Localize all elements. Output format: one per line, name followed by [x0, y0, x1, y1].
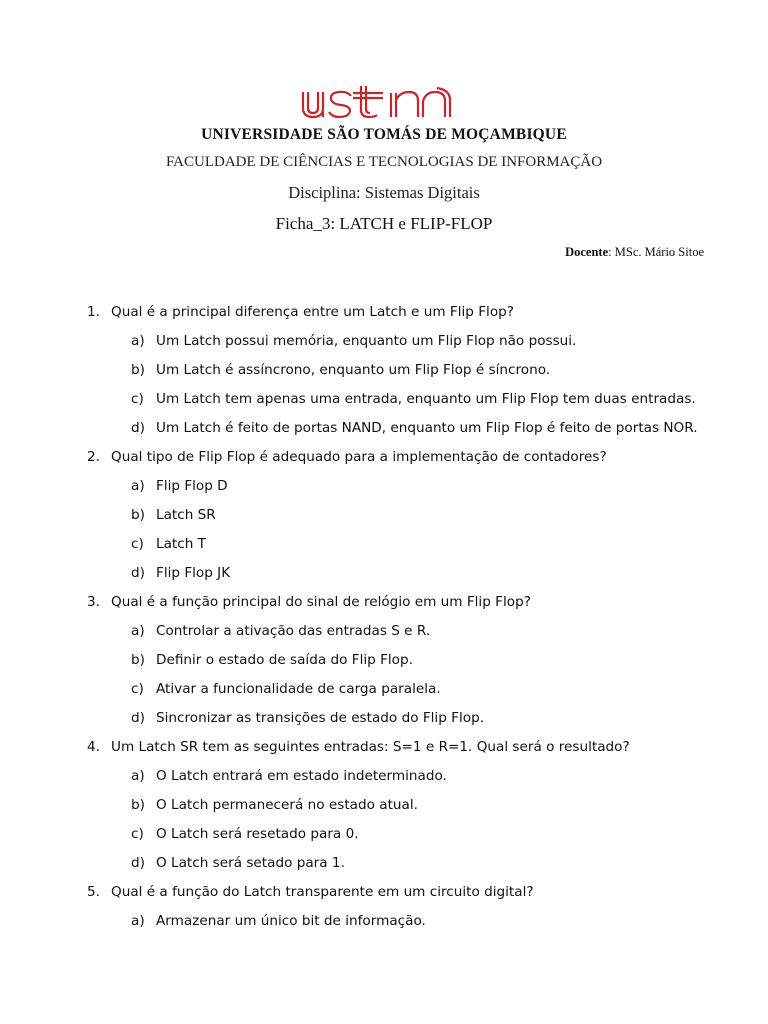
option-text: O Latch será setado para 1.	[156, 855, 345, 871]
option-letter: d)	[131, 710, 145, 726]
question-text: Qual é a função do Latch transparente em um circuito digital?	[111, 884, 534, 900]
option-text: O Latch entrará em estado indeterminado.	[156, 768, 447, 784]
option-text: Armazenar um único bit de informação.	[156, 913, 426, 929]
answer-option	[0, 387, 768, 416]
option-letter: c)	[131, 536, 144, 552]
option-text: Ativar a funcionalidade de carga paralela.	[156, 681, 441, 697]
answer-option	[0, 909, 768, 938]
option-text: Um Latch possui memória, enquanto um Flip Flop não possui.	[156, 333, 577, 349]
answer-option	[0, 822, 768, 851]
answer-option	[0, 648, 768, 677]
answer-option	[0, 416, 768, 445]
question-list	[0, 300, 768, 938]
option-text: Latch SR	[156, 507, 216, 523]
option-letter: d)	[131, 565, 145, 581]
option-text: O Latch permanecerá no estado atual.	[156, 797, 418, 813]
question-text: Um Latch SR tem as seguintes entradas: S=1 e R=1. Qual será o resultado?	[111, 739, 630, 755]
university-name: UNIVERSIDADE SÃO TOMÁS DE MOÇAMBIQUE	[201, 126, 567, 143]
option-letter: d)	[131, 855, 145, 871]
question	[0, 590, 768, 619]
option-text: Um Latch tem apenas uma entrada, enquanto um Flip Flop tem duas entradas.	[156, 391, 696, 407]
teacher-line	[565, 245, 704, 260]
option-text: Controlar a ativação das entradas S e R.	[156, 623, 431, 639]
question-number: 4.	[87, 739, 100, 755]
question-number: 1.	[87, 304, 100, 320]
answer-option	[0, 532, 768, 561]
option-letter: a)	[131, 623, 145, 639]
teacher-label: Docente	[565, 245, 609, 259]
question-number: 3.	[87, 594, 100, 610]
option-letter: a)	[131, 478, 145, 494]
answer-option	[0, 793, 768, 822]
option-text: Definir o estado de saída do Flip Flop.	[156, 652, 413, 668]
answer-option	[0, 474, 768, 503]
option-text: Flip Flop D	[156, 478, 228, 494]
question-number: 5.	[87, 884, 100, 900]
option-letter: b)	[131, 507, 145, 523]
question-text: Qual é a principal diferença entre um Latch e um Flip Flop?	[111, 304, 514, 320]
option-letter: b)	[131, 362, 145, 378]
discipline-title: Disciplina: Sistemas Digitais	[288, 183, 480, 202]
option-letter: d)	[131, 420, 145, 436]
worksheet-title: Ficha_3: LATCH e FLIP-FLOP	[275, 214, 493, 233]
question	[0, 880, 768, 909]
question	[0, 300, 768, 329]
answer-option	[0, 764, 768, 793]
ustm-logo	[299, 84, 469, 122]
option-letter: c)	[131, 391, 144, 407]
answer-option	[0, 619, 768, 648]
option-letter: a)	[131, 333, 145, 349]
answer-option	[0, 851, 768, 880]
option-text: Latch T	[156, 536, 206, 552]
option-letter: c)	[131, 681, 144, 697]
question-number: 2.	[87, 449, 100, 465]
answer-option	[0, 677, 768, 706]
answer-option	[0, 561, 768, 590]
option-text: Um Latch é feito de portas NAND, enquanto um Flip Flop é feito de portas NOR.	[156, 420, 698, 436]
question-text: Qual é a função principal do sinal de relógio em um Flip Flop?	[111, 594, 531, 610]
option-text: Sincronizar as transições de estado do Flip Flop.	[156, 710, 485, 726]
option-text: Um Latch é assíncrono, enquanto um Flip Flop é síncrono.	[156, 362, 551, 378]
option-letter: b)	[131, 652, 145, 668]
answer-option	[0, 706, 768, 735]
question-text: Qual tipo de Flip Flop é adequado para a implementação de contadores?	[111, 449, 607, 465]
question	[0, 735, 768, 764]
answer-option	[0, 358, 768, 387]
option-letter: a)	[131, 913, 145, 929]
option-letter: c)	[131, 826, 144, 842]
option-text: Flip Flop JK	[156, 565, 231, 581]
option-letter: a)	[131, 768, 145, 784]
faculty-name: FACULDADE DE CIÊNCIAS E TECNOLOGIAS DE INFORMAÇÃO	[165, 154, 603, 170]
answer-option	[0, 329, 768, 358]
question	[0, 445, 768, 474]
option-text: O Latch será resetado para 0.	[156, 826, 359, 842]
option-letter: b)	[131, 797, 145, 813]
teacher-name: : MSc. Mário Sitoe	[608, 245, 704, 259]
logo-container	[0, 84, 768, 127]
answer-option	[0, 503, 768, 532]
